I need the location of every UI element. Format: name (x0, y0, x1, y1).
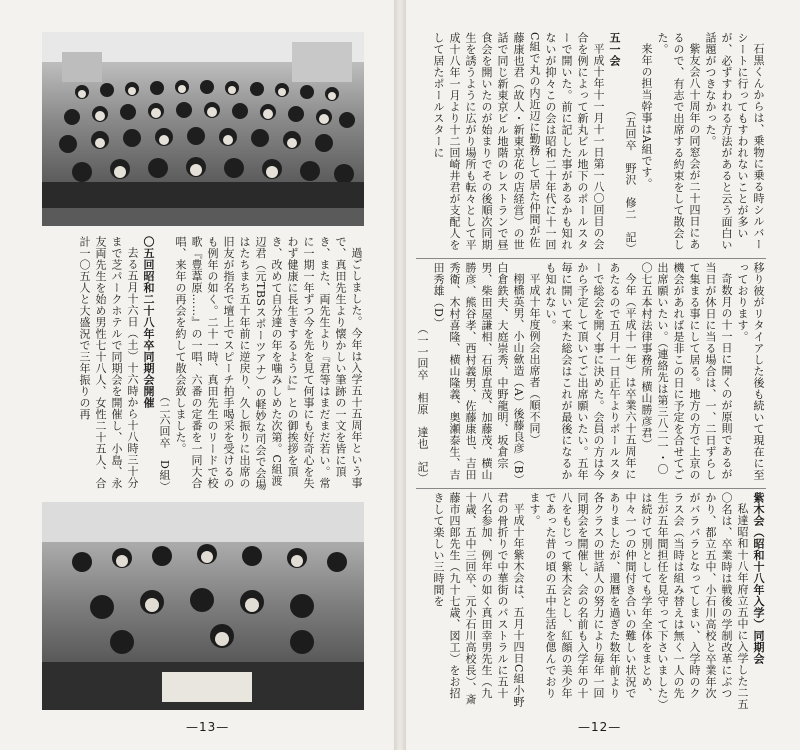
byline: （一一回卒 相原 達也 記） (416, 323, 429, 484)
paragraph: 移り彼がリタイアした後も続いて現在に至っております。 (736, 262, 765, 481)
right-page-text-top (416, 32, 766, 254)
paragraph: 来年の担当幹事はA組です。 (640, 43, 653, 190)
paragraph: 奇数月の十一日に開くのが原則であるが当日が休日に当る場合は、一、二日ずらして集まる事にして居る。地方の方で上京の機会があれば是非この日に予定を合せてご出席願いたい。（連絡先は第三八二一・〇〇七五本村法律事務所 横山勝彦君） (640, 262, 733, 481)
paragraph: 栩橋英男、小山歛造（A）後藤良彦（B）白倉鉄夫、大庭崇秀、中野龍明、坂倉宗男、柴田屋謙相、石原直茂、加藤茂、横山勝彦、熊谷孝、西村義男、佐藤康也、吉田秀衛、木村喜隆、横山隆義、奥瀬泰生、吉田秀雄（D） (432, 262, 525, 481)
page-number-right: —12— (578, 720, 622, 734)
paragraph: 私達昭和十八年府立五中に入学した二五〇名は、卒業時は戦後の学制改革にぶつかり、都立五中、小石川高校と卒業年次がバラバラとなってしまい、入学時のクラス会（当時は組み替えは無く一人の先生が五年間担任を見守って下さいました）は続けて別としても学年全体をまとめ、中々一つの仲間付き合いの難しい状況でありましたが、還暦を過ぎた数年前より各クラスの世話人の努力により毎年一回同期会を開催し、会の名前も入学年の十八をもじって紫木会とし、紅顔の美少年であった昔の頃の五中生活を偲んでおります。 (528, 492, 749, 710)
section-heading: 五一会 (608, 32, 621, 67)
section-divider (416, 258, 766, 259)
paragraph: 平成十年十一月十一日第一八〇回目の会合を例によって新丸ビル地下のポールスターで開いた。前に記した事があるかも知れないが抑々この会は昭和二十年代に十一回C組で丸の内近辺に勤務して居た仲間が佐藤康也君（故人・新東京花の店経営）の世話で同じ新東京ビル地階のレストランで昼食会を開いたのが始まりでその後順次同期生を誘うように広がり場所も転々として平成十八年一月より十二回崎井君が支配人をして居たポールスターに (432, 32, 605, 251)
section-divider (416, 488, 766, 489)
paragraph: 平成十年紫木会は、五月十四日C組小野君の骨折りで中華街のパストラルに五十八名参加、例年の如く真田幸男先生（九十歳、五中三回卒、元小石川高校長）、斎藤市四郎先生（九十七歳、図工）をお招きして楽しい三時間を (432, 492, 525, 708)
group-photo-small (42, 502, 364, 710)
group-photo-large-image (42, 32, 364, 226)
group-photo-large (42, 32, 364, 226)
left-page-text (42, 236, 364, 492)
right-page-text-bottom (416, 492, 766, 710)
paragraph: 石黒くんからは、乗物に乗る時シルバーシートに行ってもすわれないことが多いが、必ずすわれる方法があると云う面白い話題がつきなかった。 (704, 32, 765, 251)
group-photo-small-image (42, 502, 364, 710)
paragraph: 紫友会八十周年の同窓会が二十四日にあるので、有志で出席する約束をして散会した。 (656, 32, 701, 251)
book-gutter (394, 0, 406, 750)
paragraph: 去る五月十六日（土）十六時から十八時三十分まで芝パークホテルで同期会を開催し、小島、永友両先生を始め男性七十八人、女性二十五人、合計一〇五人と大盛況で三年振りの再 (78, 236, 139, 489)
right-page-text-middle (416, 262, 766, 484)
byline: （二六回卒 D組） (158, 390, 171, 492)
page-number-left: —13— (186, 720, 230, 734)
section-heading: 紫木会（昭和十八年入学）同期会 (752, 492, 765, 665)
paragraph: 過ごしました。今年は入学五十五周年という事で、真田先生より懐かしい筆跡の一文を皆に頂き、また、両先生より『君等はまだまだ若い。常に一期一年ずつ今を先を見て何事にも好奇心を失わず健康に長生きするように』との御挨拶を頂き、改めて自分達の年を噛みしめた次第。C組渡辺君（元TBSスポーツアナ）の軽妙な司会で会場はたちまち五十年前に逆戻り、久し振りに出席の旧友が指名で壇上でスピーチ拍手喝采を受けるのも例年の如く。二十一時、真田先生のリードで校歌『豊葦原……』の一唱、六番の定番を一同大合唱、来年の再会を約して散会致しました。 (174, 236, 363, 491)
paragraph: 今年（平成十一年）は卒業六十五周年にあたるので五月十一日正午よりポールスターで総会を開く事に決めた。会員の方は今から予定して頂いてご出席願いたい。五年毎に開いて来た総会はこれが最後になるかも知れない。 (544, 262, 637, 481)
byline: （五回卒 野沢 修二 記） (624, 104, 637, 254)
paragraph: 平成十年度例会出席者（順不同） (528, 273, 541, 446)
section-heading: 〇五回昭和二十八年卒同期会開催 (142, 236, 155, 409)
